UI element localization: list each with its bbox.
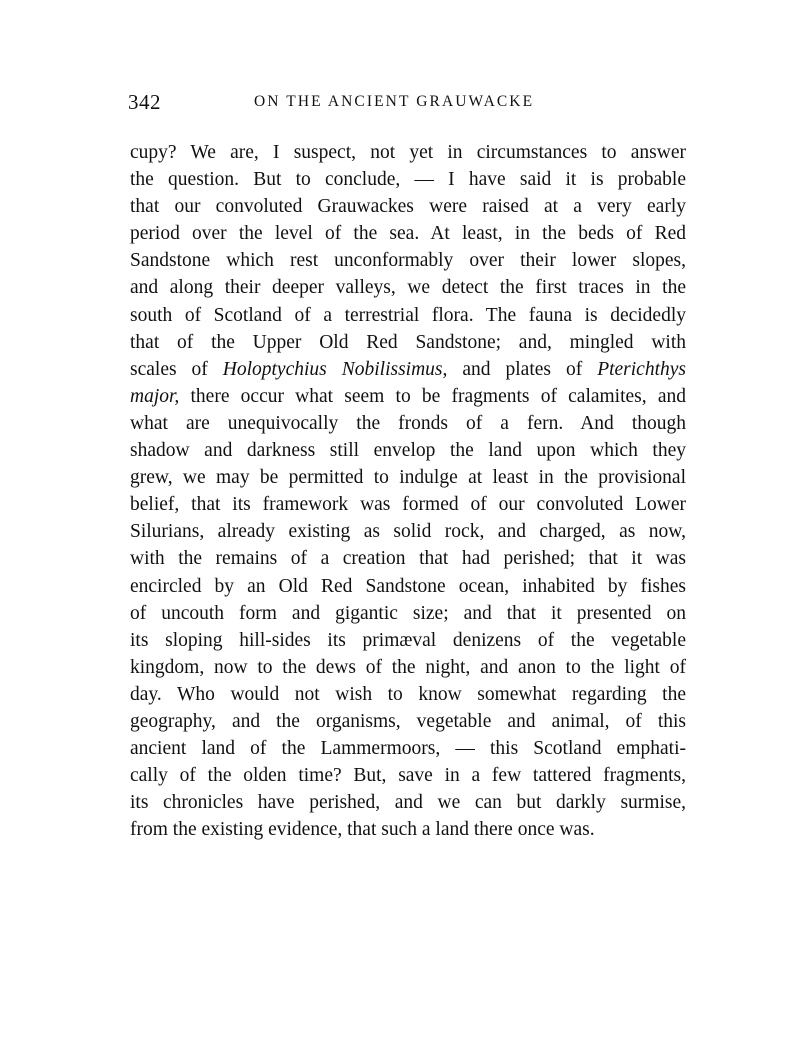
text-line xyxy=(130,735,686,762)
italic-text: major, xyxy=(130,385,180,407)
text-line xyxy=(130,302,686,329)
text-line xyxy=(130,139,686,166)
text-segment: grew, we may be permitted to indulge at least in the provisional xyxy=(130,467,686,489)
text-segment: there occur what seem to be fragments of calamites, and xyxy=(179,385,686,407)
text-line xyxy=(130,627,686,654)
text-segment: scales of xyxy=(130,358,223,380)
text-segment: from the existing evidence, that such a land there once was. xyxy=(130,819,595,841)
text-line xyxy=(130,410,686,437)
italic-text: Pterichthys xyxy=(597,358,686,380)
text-line xyxy=(130,518,686,545)
text-line xyxy=(130,573,686,600)
text-line xyxy=(130,816,686,843)
text-line xyxy=(130,464,686,491)
text-line xyxy=(130,600,686,627)
running-title: ON THE ANCIENT GRAUWACKE xyxy=(254,93,535,110)
text-segment: cally of the olden time? But, save in a few tattered fragments, xyxy=(130,765,686,787)
text-segment: its chronicles have perished, and we can but darkly surmise, xyxy=(130,792,686,814)
text-line xyxy=(130,247,686,274)
text-segment: shadow and darkness still envelop the land upon which they xyxy=(130,440,686,462)
text-line xyxy=(130,545,686,572)
text-line xyxy=(130,654,686,681)
text-segment: that our convoluted Grauwackes were raised at a very early xyxy=(130,196,686,218)
text-segment: what are unequivocally the fronds of a fern. And though xyxy=(130,412,686,434)
text-line xyxy=(130,329,686,356)
text-segment: south of Scotland of a terrestrial flora. The fauna is decidedly xyxy=(130,304,686,326)
text-line xyxy=(130,681,686,708)
text-line xyxy=(130,491,686,518)
text-segment: of uncouth form and gigantic size; and that it presented on xyxy=(130,602,686,624)
body-text xyxy=(130,139,686,843)
text-line xyxy=(130,166,686,193)
text-segment: the question. But to conclude, — I have said it is probable xyxy=(130,169,686,191)
text-line xyxy=(130,383,686,410)
text-line xyxy=(130,274,686,301)
text-segment: kingdom, now to the dews of the night, and anon to the light of xyxy=(130,656,686,678)
page-number: 342 xyxy=(128,90,161,114)
text-segment: geography, and the organisms, vegetable and animal, of this xyxy=(130,710,686,732)
text-line xyxy=(130,762,686,789)
text-segment: period over the level of the sea. At least, in the beds of Red xyxy=(130,223,686,245)
text-segment: with the remains of a creation that had perished; that it was xyxy=(130,548,686,570)
text-segment: Silurians, already existing as solid rock, and charged, as now, xyxy=(130,521,686,543)
text-line xyxy=(130,437,686,464)
text-line xyxy=(130,789,686,816)
italic-text: Holoptychius Nobilissimus, xyxy=(222,358,448,380)
text-line xyxy=(130,193,686,220)
text-segment: encircled by an Old Red Sandstone ocean, inhabited by fishes xyxy=(130,575,686,597)
text-segment: belief, that its framework was formed of our convoluted Lower xyxy=(130,494,686,516)
text-line xyxy=(130,708,686,735)
text-segment: and along their deeper valleys, we detect the first traces in the xyxy=(130,277,686,299)
text-segment: its sloping hill-sides its primæval denizens of the vegetable xyxy=(130,629,686,651)
text-segment: cupy? We are, I suspect, not yet in circumstances to answer xyxy=(130,142,686,163)
text-segment: that of the Upper Old Red Sandstone; and, mingled with xyxy=(130,331,686,353)
text-segment: ancient land of the Lammermoors, — this Scotland emphati- xyxy=(130,738,686,760)
text-line xyxy=(130,356,686,383)
running-head xyxy=(128,90,688,114)
text-segment: day. Who would not wish to know somewhat regarding the xyxy=(130,683,686,705)
text-segment: Sandstone which rest unconformably over their lower slopes, xyxy=(130,250,686,272)
text-segment: and plates of xyxy=(447,358,598,380)
text-line xyxy=(130,220,686,247)
